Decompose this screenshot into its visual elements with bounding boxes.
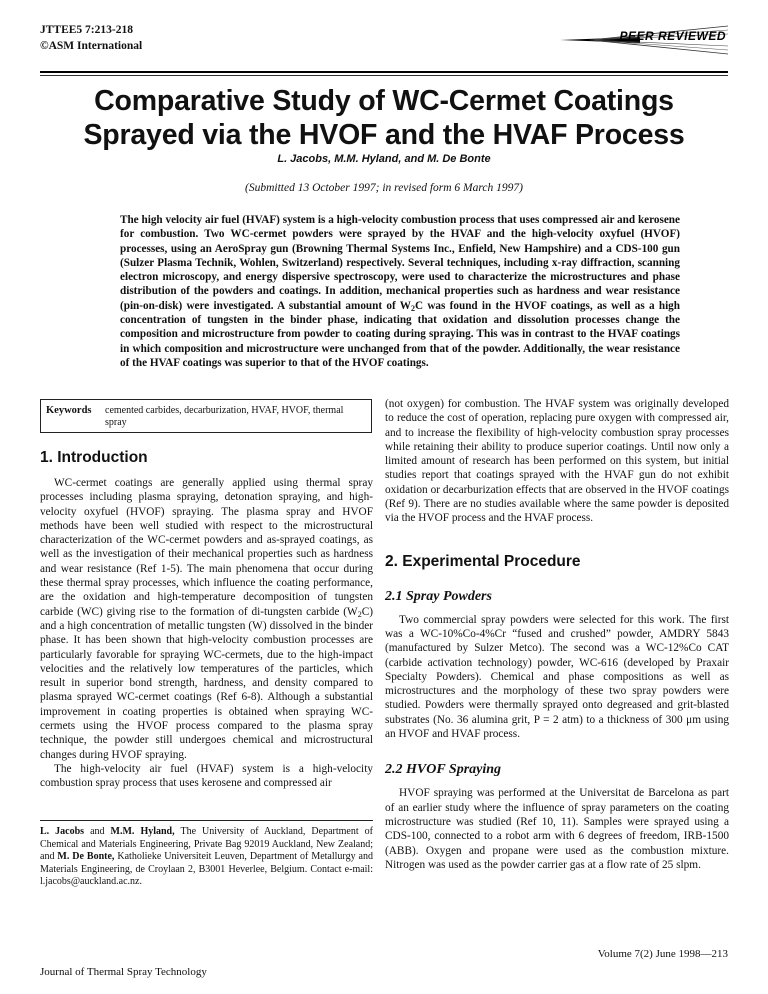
keywords-box [40, 399, 372, 433]
affiliation-text: The University of Auckland, Department of Chemical and Materials Engineering, Private Bag 92019 Auckland, New Zealand; and [40, 826, 373, 863]
abstract [120, 213, 680, 370]
subscript: 2 [357, 609, 362, 619]
title-line-1: Comparative Study of WC-Cermet Coatings [94, 85, 674, 117]
peer-reviewed-label: PEER REVIEWED [619, 29, 726, 43]
volume-page-footer: Volume 7(2) June 1998—213 [597, 948, 728, 960]
subscript: 2 [410, 303, 415, 313]
abstract-text-2: C was found in the HVOF coatings, as well as a high concentration of tungsten in the binder phase, indicating that oxidation and dissolution processes change the composition and microstructure from powder to coating during spraying. This was in contrast to the HVAF coatings in which composition and microstructure were unchanged from that of the powder. Additionally, the wear resistance of the HVAF coatings was superior to that of the HVOF coatings. [120, 299, 680, 369]
article-title [0, 84, 768, 152]
author-list: L. Jacobs, M.M. Hyland, and M. De Bonte [277, 153, 491, 165]
affiliation-text: Katholieke Universiteit Leuven, Department of Metallurgy and Materials Engineering, de Croylaan 2, B3001 Heverlee, Belgium. Contact e-mail: l.jacobs@auckland.ac.nz. [40, 851, 373, 888]
author-affiliations [40, 826, 373, 889]
intro-paragraph-2-start: The high-velocity air fuel (HVAF) system is a high-velocity combustion spray process that uses kerosene and compressed air [40, 762, 373, 790]
title-line-2: Sprayed via the HVOF and the HVAF Process [83, 119, 685, 151]
section-heading-introduction: 1. Introduction [40, 449, 148, 466]
section-heading-experimental: 2. Experimental Procedure [385, 552, 581, 570]
journal-name-footer: Journal of Thermal Spray Technology [40, 966, 207, 978]
subsection-heading-hvof-spraying: 2.2 HVOF Spraying [385, 762, 502, 778]
intro-paragraph-1 [40, 476, 373, 762]
peer-reviewed-badge [560, 18, 730, 58]
author-name: L. Jacobs [40, 826, 85, 837]
header-rule-thin [40, 75, 728, 76]
conjunction: and [84, 826, 111, 837]
intro-paragraph-2-continued: (not oxygen) for combustion. The HVAF system was originally developed to reduce the cost of operation, replacing pure oxygen with compressed air, and to increase the flexibility of high-velocity combustion spray processes while retaining their ability to produce superior coatings. Until now only a limited amount of research has been performed on this system, but initial studies report that coatings sprayed with the HVAF gun do not exhibit oxidation or decarburization effects that are observed in the HVOF coatings (Ref 9). There are no studies available where the same powder is deposited via the HVOF process and the HVAF process. [385, 398, 729, 525]
intro-text-1: WC-cermet coatings are generally applied using thermal spray processes including plasma spraying, detonation spraying, and high-velocity oxyfuel (HVOF) spraying. The plasma spray and HVOF methods have been well studied with respect to the microstructural characterization of the WC-cermet powders and as-sprayed coatings, as well as the investigation of their mechanical properties such as hardness and wear resistance (Ref 1-5). The main phenomena that occur during these thermal spray processes, which influence the coating performance, are the oxidation and high-temperature decomposition of tungsten carbide (WC) giving rise to the formation of di-tungsten carbide (W [40, 477, 373, 618]
keywords-label: Keywords [46, 405, 92, 416]
keywords-text: cemented carbides, decarburization, HVAF, HVOF, thermal spray [105, 405, 344, 428]
left-column [40, 449, 373, 791]
spray-powders-paragraph: Two commercial spray powders were selected for this work. The first was a WC-10%Co-4%Cr “fused and crushed” powder, AMDRY 5843 (manufactured by Sulzer Metco). The second was a WC-12%Co CAT (carbide activation technology) powder, WC-616 (developed by Praxair Specialty Powders). Chemical and phase compositions as well as microstructures and the morphology of these two spray powders were studied. Powders were thermally sprayed onto degreased and grit-blasted substrates (No. 36 alumina grit, P = 2 atm) to a thickness of 300 μm using an HVOF and HVAF process. [385, 613, 729, 741]
footnote-divider [40, 820, 373, 821]
intro-text-2: C) and a high concentration of metallic tungsten (W) dissolved in the binder phase. It has been shown that high-velocity combustion processes are particularly favorable for spraying WC-cermets, due to the high-impact velocities and the relatively low temperatures of the particles, which result in superior bond strength, hardness, and density compared to plasma sprayed WC-cermet coatings (Ref 6-8). Although a substantial improvement in coating properties is obtained when spraying WC-cermets using the HVOF process compared to the plasma spray technique, the powder still undergoes chemical and microstructural changes during HVOF spraying. [40, 605, 373, 761]
journal-header [40, 22, 142, 54]
publisher: ©ASM International [40, 40, 143, 52]
abstract-text-1: The high velocity air fuel (HVAF) system is a high-velocity combustion process that uses compressed air and kerosene for combustion. Two WC-cermet powders were sprayed by the HVAF and the high-velocity oxyfuel (HVOF) processes, using an AeroSpray gun (Browning Thermal Systems Inc., Enfield, New Hampshire) and a CDS-100 gun (Sulzer Plasma Technik, Wohlen, Switzerland) respectively. Several techniques, including x-ray diffraction, scanning electron microscopy, and energy dispersive spectroscopy, were used to characterize the microstructures and phase distribution of the powders and coatings. In addition, mechanical properties such as hardness and wear resistance (pin-on-disk) were investigated. A substantial amount of W [120, 214, 680, 312]
subsection-heading-spray-powders: 2.1 Spray Powders [385, 588, 492, 604]
author-name: M. De Bonte, [57, 851, 115, 863]
right-column [385, 397, 729, 872]
journal-code: JTTEE5 7:213-218 [40, 24, 133, 36]
submission-dates: (Submitted 13 October 1997; in revised form 6 March 1997) [245, 182, 523, 194]
author-name: M.M. Hyland, [110, 826, 175, 837]
hvof-spraying-paragraph: HVOF spraying was performed at the Universitat de Barcelona as part of an earlier study where the influence of spray parameters on the coating microstructure was studied (Ref 10, 11). Samples were sprayed using a CDS-100, connected to a robot arm with 6 degrees of freedom, IRB-1500 (ABB). Oxygen and propane were used as the combustion mixture. Nitrogen was used as the powder carrier gas at a flow rate of 25 slpm. [385, 787, 729, 871]
header-rule [40, 71, 728, 73]
